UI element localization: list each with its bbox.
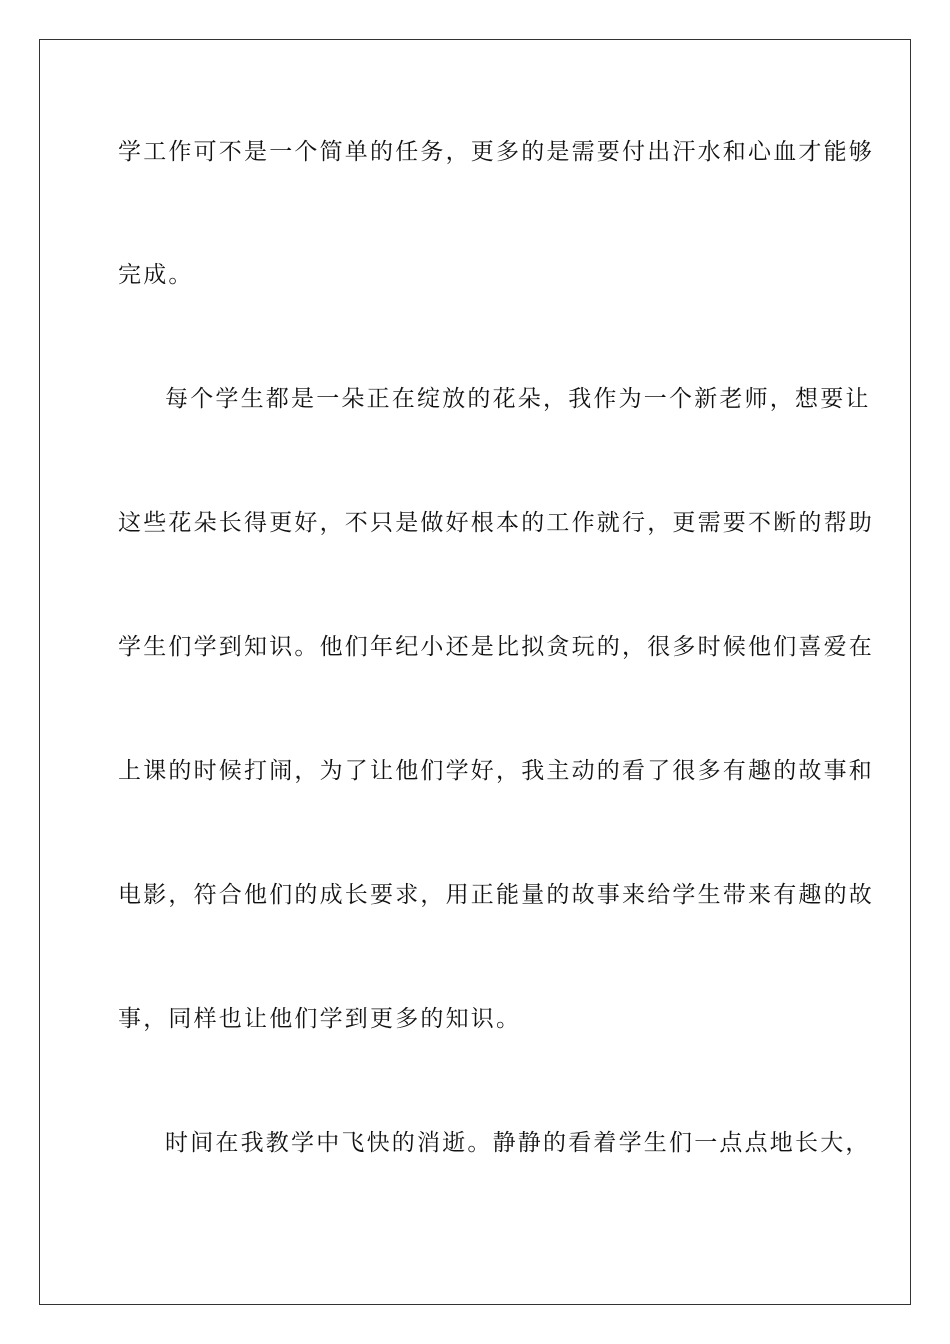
text-line: 完成。 xyxy=(118,262,194,288)
text-line: 上课的时候打闹，为了让他们学好，我主动的看了很多有趣的故事和 xyxy=(118,758,874,784)
text-line: 学工作可不是一个简单的任务，更多的是需要付出汗水和心血才能够 xyxy=(118,139,874,165)
text-line: 电影，符合他们的成长要求，用正能量的故事来给学生带来有趣的故 xyxy=(118,882,874,908)
paragraph-start-line: 每个学生都是一朵正在绽放的花朵，我作为一个新老师，想要让 xyxy=(165,386,871,412)
page-border xyxy=(39,39,911,1305)
text-line: 学生们学到知识。他们年纪小还是比拟贪玩的，很多时候他们喜爱在 xyxy=(118,634,874,660)
paragraph-start-line: 时间在我教学中飞快的消逝。静静的看着学生们一点点地长大， xyxy=(165,1130,871,1156)
text-line: 事，同样也让他们学到更多的知识。 xyxy=(118,1006,522,1032)
text-line: 这些花朵长得更好，不只是做好根本的工作就行，更需要不断的帮助 xyxy=(118,510,874,536)
